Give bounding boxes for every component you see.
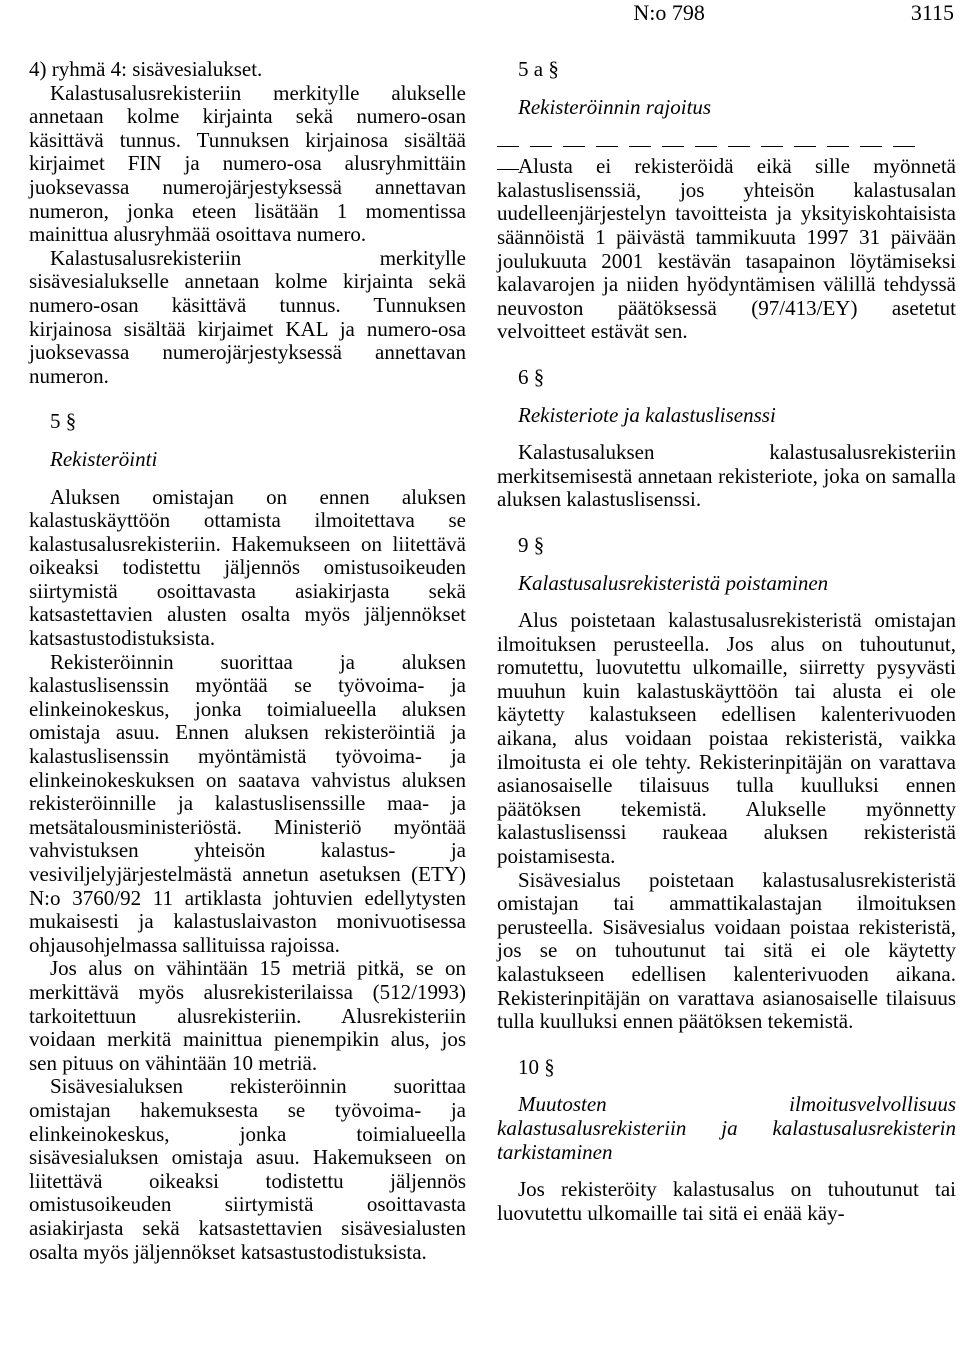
paragraph: 4) ryhmä 4: sisävesialukset. bbox=[29, 57, 263, 81]
paragraph: Jos rekisteröity kalastusalus on tuhoutunut tai luovutettu ulkomaille tai sitä ei enää käy- bbox=[497, 1177, 956, 1225]
section-title: Kalastusalusrekisteristä poistaminen bbox=[518, 570, 829, 595]
paragraph: Sisävesialus poistetaan kalastusalusrekisteristä omistajan tai ammattikalastajan ilmoituksen perusteella. Sisävesialus voidaan poistaa rekisteristä, jos se on tuhoutunut tai sitä ei ole käytetty kalastukseen edellisen kalenterivuoden aikana. Rekisterinpitäjän on varattava asianosaiselle tilaisuus tulla kuulluksi ennen päätöksen tekemistä. bbox=[497, 867, 956, 1034]
paragraph: Sisävesialuksen rekisteröinnin suorittaa omistajan hakemuksesta se työvoima- ja elinkeinokeskus, jonka toimialueella sisävesialuksen omistaja asuu. Hakemukseen on liitettävä oikeaksi todistettu jäljennös omistusoikeuden siirtymistä osoittavasta asiakirjasta sekä katsastettavien sisävesialusten osalta myös jäljennökset katsastustodistuksista. bbox=[29, 1074, 466, 1264]
document-number: N:o 798 bbox=[633, 0, 705, 25]
page-header bbox=[633, 1, 954, 25]
left-column bbox=[29, 58, 466, 1264]
paragraph: Jos alus on vähintään 15 metriä pitkä, se on merkittävä myös alusrekisterilaissa (512/1993) tarkoitettuun alusrekisteriin. Alusrekisteriin voidaan merkitä mainittua pienempikin alus, jos sen pituus on vähintään 10 metriä. bbox=[29, 956, 466, 1075]
right-column bbox=[497, 58, 956, 1225]
section-number: 10 § bbox=[518, 1054, 555, 1079]
section-number: 5 a § bbox=[518, 57, 559, 81]
omission-dashes bbox=[497, 133, 956, 145]
section-title: Rekisteriote ja kalastuslisenssi bbox=[518, 402, 776, 427]
section-title: Rekisteröinti bbox=[50, 446, 158, 471]
paragraph: Kalastusalusrekisteriin merkitylle alukselle annetaan kolme kirjainta sekä numero-osan käsittävä tunnus. Tunnuksen kirjainosa sisältää kirjaimet FIN ja numero-osa alusryhmittäin juoksevassa numerojärjestyksessä annettavan numeron, jonka eteen lisätään 1 momentissa mainittua alusryhmää osoittava numero. bbox=[29, 80, 466, 247]
section-number: 9 § bbox=[518, 532, 545, 557]
paragraph: Aluksen omistajan on ennen aluksen kalastuskäyttöön ottamista ilmoitettava se kalastusalusrekisteriin. Hakemukseen on liitettävä oikeaksi todistettu jäljennös omistusoikeuden siirtymistä osoittavasta asiakirjasta sekä katsastettavien alusten osalta myös jäljennökset katsastustodistuksista. bbox=[29, 484, 466, 651]
paragraph: Kalastusaluksen kalastusalusrekisteriin merkitsemisestä annetaan rekisteriote, joka on samalla aluksen kalastuslisenssi. bbox=[497, 440, 956, 512]
paragraph: Rekisteröinnin suorittaa ja aluksen kalastuslisenssin myöntää se työvoima- ja elinkeinokeskus, jonka toimialueella aluksen omistaja asuu. Ennen aluksen rekisteröintiä ja kalastuslisenssin myöntämistä työvoima- ja elinkeinokeskuksen on saatava vahvistus aluksen rekisteröinnille ja kalastuslisenssille maa- ja metsätalousministeriöstä. Ministeriö myöntää vahvistuksen yhteisön kalastus- ja vesiviljelyjärjestelmästä annetun asetuksen (ETY) N:o 3760/92 11 artiklasta johtuvien edellytysten mukaisesti ja kalastuslaivaston monivuotisessa ohjausohjelmassa sallituissa rajoissa. bbox=[29, 649, 466, 957]
paragraph: Alusta ei rekisteröidä eikä sille myönnetä kalastuslisenssiä, jos yhteisön kalastusalan uudelleenjärjestelyn tavoitteista ja yksityiskohtaisista säännöistä 1 päivästä tammikuuta 1997 31 päivään joulukuuta 2001 kestävän tasapainon löytämiseksi kalavarojen ja niiden hyödyntämisen välillä tehdyssä neuvoston päätöksessä (97/413/EY) asetetut velvoitteet estävät sen. bbox=[497, 154, 956, 344]
section-title: Rekisteröinnin rajoitus bbox=[518, 94, 712, 119]
page-number: 3115 bbox=[910, 0, 954, 25]
section-title: Muutosten ilmoitusvelvollisuus kalastusalusrekisteriin ja kalastusalusrekisterin tarkistaminen bbox=[497, 1092, 956, 1164]
section-number: 5 § bbox=[50, 409, 77, 434]
section-number: 6 § bbox=[518, 364, 545, 389]
paragraph: Kalastusalusrekisteriin merkitylle sisävesialukselle annetaan kolme kirjainta sekä numero-osan käsittävä tunnus. Tunnuksen kirjainosa sisältää kirjaimet KAL ja numero-osa juoksevassa numerojärjestyksessä annettavan numeron. bbox=[29, 245, 466, 388]
paragraph: Alus poistetaan kalastusalusrekisteristä omistajan ilmoituksen perusteella. Jos alus on tuhoutunut, romutettu, luovutettu ulkomaille, siirretty pysyvästi muuhun kuin kalastuskäyttöön tai alusta ei ole käytetty kalastukseen edellisen kalenterivuoden aikana, alus voidaan poistaa rekisteristä, vaikka ilmoitusta ei ole tehty. Rekisterinpitäjän on varattava asianosaiselle tilaisuus tulla kuulluksi ennen päätöksen tekemistä. Alukselle myönnetty kalastuslisenssi raukeaa aluksen rekisteristä poistamisesta. bbox=[497, 608, 956, 869]
